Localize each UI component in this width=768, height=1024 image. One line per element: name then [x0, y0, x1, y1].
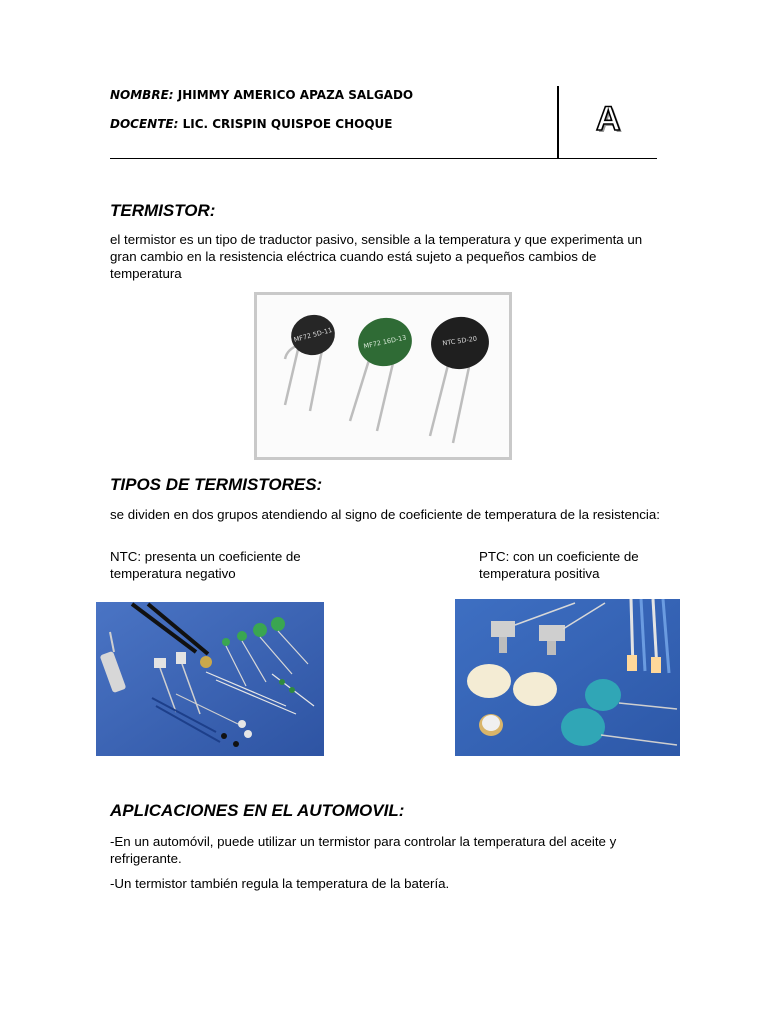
aplicaciones-heading: APLICACIONES EN EL AUTOMOVIL: — [110, 801, 405, 820]
header-divider-horizontal — [110, 158, 657, 159]
thermistor-label-1: MF72 5D-11 — [292, 326, 334, 344]
termistor-description: el termistor es un tipo de traductor pasivo, sensible a la temperatura y que experimenta un gran cambio en la resistencia eléctrica cuando está sujeto a pequeños cambios de temperatura — [110, 232, 643, 281]
ntc-thermistors-photo — [96, 602, 324, 756]
teacher-label: DOCENTE: — [110, 117, 179, 131]
teacher-value: LIC. CRISPIN QUISPOE CHOQUE — [182, 117, 393, 131]
teacher-line — [110, 117, 392, 131]
thermistor-label-2: MF72 16D-13 — [362, 333, 408, 351]
ptc-description: PTC: con un coeficiente de temperatura positiva — [479, 549, 639, 581]
name-label: NOMBRE: — [110, 88, 174, 102]
aplicacion-item-2: -Un termistor también regula la temperatura de la batería. — [110, 876, 450, 891]
logo-letter: A — [596, 100, 621, 138]
thermistor-label-3: NTC 5D-20 — [441, 334, 478, 348]
ntc-description: NTC: presenta un coeficiente de temperatura negativo — [110, 549, 301, 581]
student-name-line — [110, 88, 413, 102]
header-divider-vertical — [557, 86, 559, 159]
tipos-heading: TIPOS DE TERMISTORES: — [110, 475, 323, 494]
thermistor-photo — [254, 292, 512, 460]
termistor-heading: TERMISTOR: — [110, 201, 216, 220]
ptc-thermistors-photo — [455, 599, 680, 756]
aplicacion-item-1: -En un automóvil, puede utilizar un termistor para controlar la temperatura del aceite y refrigerante. — [110, 834, 617, 866]
name-value: JHIMMY AMERICO APAZA SALGADO — [177, 88, 414, 102]
tipos-description: se dividen en dos grupos atendiendo al signo de coeficiente de temperatura de la resistencia: — [110, 507, 660, 522]
